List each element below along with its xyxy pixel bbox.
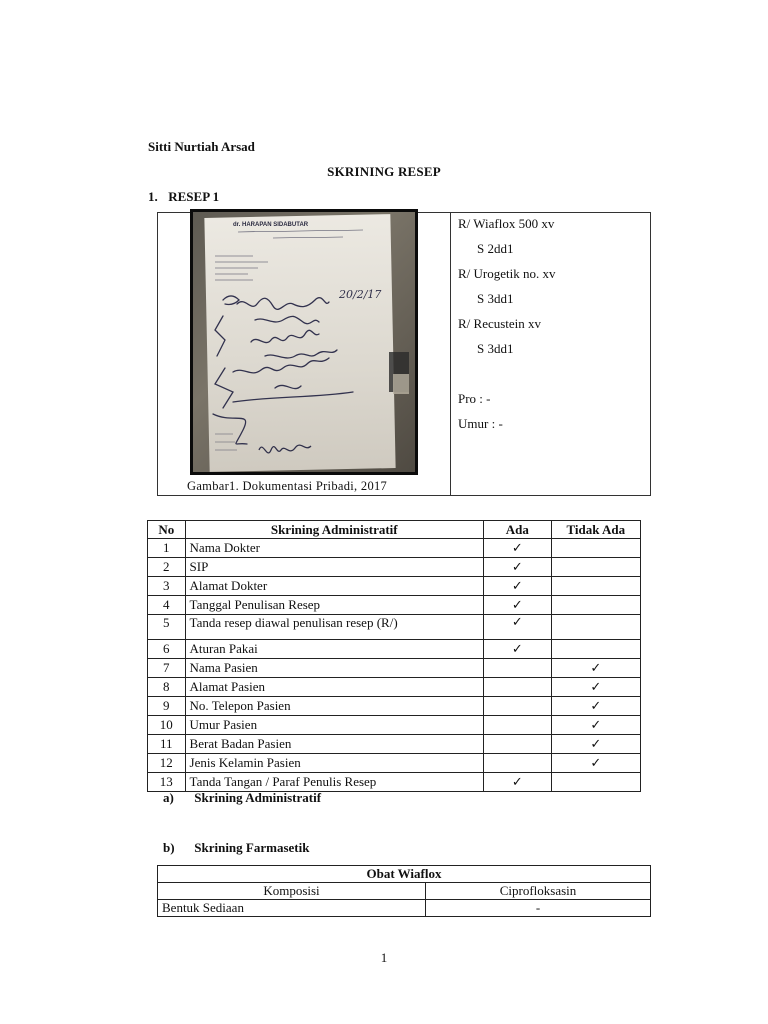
row-criteria: Jenis Kelamin Pasien bbox=[185, 754, 483, 773]
row-tidak-ada-check bbox=[551, 539, 640, 558]
table-row bbox=[158, 900, 651, 917]
table-row bbox=[148, 558, 641, 577]
row-number: 7 bbox=[148, 659, 186, 678]
table-header-row bbox=[148, 521, 641, 539]
row-number: 6 bbox=[148, 640, 186, 659]
table-row bbox=[148, 773, 641, 792]
table-row bbox=[148, 640, 641, 659]
author-name: Sitti Nurtiah Arsad bbox=[148, 139, 255, 154]
row-criteria: SIP bbox=[185, 558, 483, 577]
row-tidak-ada-check: ✓ bbox=[551, 697, 640, 716]
rx-line-1: R/ Wiaflox 500 xv bbox=[458, 216, 555, 231]
rx-line-4: S 3dd1 bbox=[477, 291, 514, 306]
row-criteria: Tanda resep diawal penulisan resep (R/) bbox=[185, 615, 483, 640]
admin-screening-table bbox=[147, 520, 641, 792]
row-ada-check bbox=[483, 678, 551, 697]
row-number: 12 bbox=[148, 754, 186, 773]
row-ada-check bbox=[483, 697, 551, 716]
section-number: 1. bbox=[148, 189, 158, 204]
row-ada-check bbox=[483, 659, 551, 678]
row-tidak-ada-check bbox=[551, 558, 640, 577]
row-ada-check: ✓ bbox=[483, 596, 551, 615]
rx-line-3: R/ Urogetik no. xv bbox=[458, 266, 556, 281]
rx-line-2: S 2dd1 bbox=[477, 241, 514, 256]
row-number: 1 bbox=[148, 539, 186, 558]
admin-table-body bbox=[148, 539, 641, 792]
section-heading bbox=[148, 189, 219, 205]
table-row bbox=[148, 596, 641, 615]
row-criteria: No. Telepon Pasien bbox=[185, 697, 483, 716]
row-tidak-ada-check bbox=[551, 640, 640, 659]
row-ada-check bbox=[483, 754, 551, 773]
farm-key: Bentuk Sediaan bbox=[158, 900, 426, 917]
row-number: 8 bbox=[148, 678, 186, 697]
row-tidak-ada-check: ✓ bbox=[551, 735, 640, 754]
rx-line-umur: Umur : - bbox=[458, 416, 503, 431]
row-criteria: Aturan Pakai bbox=[185, 640, 483, 659]
row-number: 9 bbox=[148, 697, 186, 716]
row-criteria: Tanda Tangan / Paraf Penulis Resep bbox=[185, 773, 483, 792]
subsection-a bbox=[163, 790, 321, 806]
row-tidak-ada-check: ✓ bbox=[551, 678, 640, 697]
row-number: 10 bbox=[148, 716, 186, 735]
row-ada-check: ✓ bbox=[483, 558, 551, 577]
row-number: 3 bbox=[148, 577, 186, 596]
table-row bbox=[148, 754, 641, 773]
subsection-a-text: Skrining Administratif bbox=[194, 790, 322, 805]
table-row bbox=[148, 659, 641, 678]
table-row bbox=[148, 735, 641, 754]
rx-line-5: R/ Recustein xv bbox=[458, 316, 542, 331]
table-row bbox=[148, 615, 641, 640]
subsection-b-text: Skrining Farmasetik bbox=[194, 840, 310, 855]
farm-table-title: Obat Wiaflox bbox=[158, 866, 651, 883]
row-tidak-ada-check bbox=[551, 596, 640, 615]
section-label: RESEP 1 bbox=[168, 189, 220, 204]
header-ada: Ada bbox=[483, 521, 551, 539]
row-criteria: Nama Dokter bbox=[185, 539, 483, 558]
row-number: 5 bbox=[148, 615, 186, 640]
row-number: 4 bbox=[148, 596, 186, 615]
table-row bbox=[148, 716, 641, 735]
row-tidak-ada-check bbox=[551, 773, 640, 792]
table-row bbox=[158, 883, 651, 900]
row-ada-check: ✓ bbox=[483, 539, 551, 558]
row-tidak-ada-check: ✓ bbox=[551, 659, 640, 678]
photo-caption: Gambar1. Dokumentasi Pribadi, 2017 bbox=[187, 479, 388, 493]
table-row bbox=[148, 678, 641, 697]
row-number: 13 bbox=[148, 773, 186, 792]
header-criteria: Skrining Administratif bbox=[185, 521, 483, 539]
prescription-photo bbox=[190, 209, 418, 475]
row-tidak-ada-check: ✓ bbox=[551, 754, 640, 773]
row-tidak-ada-check bbox=[551, 615, 640, 640]
farm-value: Ciprofloksasin bbox=[426, 883, 651, 900]
prescription-divider bbox=[450, 212, 451, 496]
row-number: 11 bbox=[148, 735, 186, 754]
farm-title-row bbox=[158, 866, 651, 883]
handwriting-sketch bbox=[193, 212, 415, 472]
doctor-header: dr. HARAPAN SIDABUTAR bbox=[233, 222, 309, 228]
table-row bbox=[148, 697, 641, 716]
document-title: SKRINING RESEP bbox=[327, 164, 441, 179]
row-criteria: Alamat Dokter bbox=[185, 577, 483, 596]
handwritten-date: 20/2/17 bbox=[339, 288, 382, 301]
table-row bbox=[148, 539, 641, 558]
row-criteria: Umur Pasien bbox=[185, 716, 483, 735]
row-ada-check bbox=[483, 735, 551, 754]
farm-value: - bbox=[426, 900, 651, 917]
row-ada-check bbox=[483, 716, 551, 735]
subsection-b-label: b) bbox=[163, 840, 175, 855]
row-ada-check: ✓ bbox=[483, 640, 551, 659]
row-tidak-ada-check bbox=[551, 577, 640, 596]
row-criteria: Tanggal Penulisan Resep bbox=[185, 596, 483, 615]
rx-line-6: S 3dd1 bbox=[477, 341, 514, 356]
farm-key: Komposisi bbox=[158, 883, 426, 900]
row-tidak-ada-check: ✓ bbox=[551, 716, 640, 735]
header-tidak-ada: Tidak Ada bbox=[551, 521, 640, 539]
rx-line-pro: Pro : - bbox=[458, 391, 491, 406]
pharmaceutical-table bbox=[157, 865, 651, 917]
row-ada-check: ✓ bbox=[483, 615, 551, 640]
subsection-a-label: a) bbox=[163, 790, 174, 805]
table-row bbox=[148, 577, 641, 596]
page-number: 1 bbox=[380, 950, 388, 965]
row-number: 2 bbox=[148, 558, 186, 577]
header-no: No bbox=[148, 521, 186, 539]
row-criteria: Berat Badan Pasien bbox=[185, 735, 483, 754]
row-criteria: Alamat Pasien bbox=[185, 678, 483, 697]
row-ada-check: ✓ bbox=[483, 773, 551, 792]
row-ada-check: ✓ bbox=[483, 577, 551, 596]
subsection-b bbox=[163, 840, 309, 856]
row-criteria: Nama Pasien bbox=[185, 659, 483, 678]
